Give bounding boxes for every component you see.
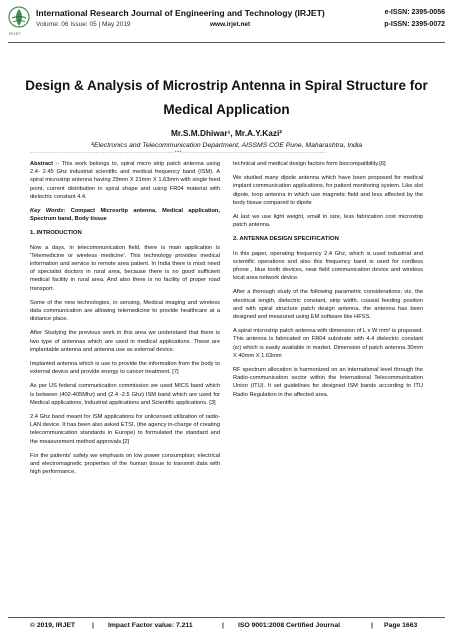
paragraph: In this paper, operating frequency 2.4 Ghz, which is used industrial and scientific operations and also this frequency band is used for cordless phone , blue tooth devices, near field communication device and wireless local area network device. xyxy=(233,250,423,282)
section-heading-introduction: 1. INTRODUCTION xyxy=(30,230,82,237)
section-separator: ------------------------------------------------------------***------------------------------------------------------------ xyxy=(30,150,327,155)
footer-page-number: Page 1663 xyxy=(384,622,418,629)
footer-divider xyxy=(8,617,445,618)
authors: Mr.S.M.Dhiwar¹, Mr.A.Y.Kazi² xyxy=(170,128,283,138)
left-column xyxy=(30,160,220,483)
paragraph: Implanted antenna which is use to provide the information from the body to external device and provide energy to cancer treatment. [7] xyxy=(30,361,220,376)
paragraph: We studied many dipole antenna which have been proposed for medical implant communication applications, for patient monitoring system. Like slot dipole, loop antenna in which use magnetic field and less affected by the body tissue compared to dipole xyxy=(233,175,423,206)
journal-name: International Research Journal of Engineering and Technology (IRJET) xyxy=(36,8,325,18)
affiliation: ¹ʲElectronics and Telecommunication Department, AISSMS COE Pune, Maharashtra, India xyxy=(90,142,363,149)
paragraph: As per US federal communication commission we used MICS band which is between (402-405Mhz) and (2.4 -2.5 Ghz) ISM band which are used for Medical applications, Industrial applications and Scientific applications. [3] xyxy=(30,383,220,406)
paragraph: technical and medical design factors form biocompatibility.[6] xyxy=(233,161,386,167)
paragraph: RF spectrum allocation is harmonized on an international level through the Radio-communication sector within the International Telecommunication Union (ITU). It set guidelines for designed ISM bands according to ITU Radio Regulation in the affected area. xyxy=(233,367,423,398)
paragraph: At last we use light weight, small in size, less fabrication cost microstrip patch antenna. xyxy=(233,214,423,229)
paper-title xyxy=(20,74,433,122)
paragraph: After Studying the previous work in this area we understand that there is two type of antennas which are used in medical applications. These are implantable antenna and antenna use as external device. xyxy=(30,330,220,353)
logo-text: IRJET xyxy=(9,31,22,36)
paragraph: Now a days, in telecommunication field, there is main application is 'Telemedicine or wireless medicine'. This technology provides medical information and service to remote area patient. In India there is most need of specialist doctors in rural area, because there is no good sufficient medical facility in rural area. And also there is no facility of proper road transport. xyxy=(30,244,220,292)
keywords-text: : Compact Microsrtip antenna, Medical application, Spectrum band, Body tissue xyxy=(30,208,220,223)
section-heading-antenna-design: 2. ANTENNA DESIGN SPECIFICATION xyxy=(233,236,339,243)
title-line-1: Design & Analysis of Microstrip Antenna in Spiral Structure for xyxy=(25,78,428,93)
paragraph: A spiral microstrip patch antenna with dimension of L x W mm² is proposed. This antenna is fabricated on FR04 substrate with 4.4 dielectric constant (εr) which is easily available in market. Dimension of patch antenna 30mm X 40mm X 1.63mm xyxy=(233,328,423,359)
paragraph: Some of the new technologies, in sensing, Medical imaging and wireless data communication are allowing telemedicine to provide healthcare at a distance place. xyxy=(30,299,220,323)
footer-iso: ISO 9001:2008 Certified Journal xyxy=(238,622,340,629)
footer-separator: | xyxy=(222,622,224,629)
paragraph: For the patients' safety we emphasis on low power consumption; electrical and electromagnetic properties of the human tissue to transmit data with high performance, xyxy=(30,452,220,476)
title-line-2: Medical Application xyxy=(163,102,290,117)
paragraph: After a thorough study of the following parametric considerations; viz, the electrical length, dielectric constant, strip width, coaxial feeding position and with spiral structure patch design antenna. the antenna has been designed and measured using EM software like HFSS. xyxy=(233,289,423,321)
paragraph: 2.4 Ghz band meant for ISM applications for unlicensed utilization of radio-LAN device. It has been also asked ETSI, (the agency in-charge of creating telecommunication standards in Europe) to formulated the standard and the measurement method approvals.[2] xyxy=(30,414,220,445)
keywords xyxy=(30,207,220,223)
keywords-label: Key Words xyxy=(30,208,64,215)
abstract-label: Abstract xyxy=(30,161,54,167)
footer-impact-factor: Impact Factor value: 7.211 xyxy=(108,622,193,629)
irjet-logo-icon xyxy=(8,6,30,32)
header-divider xyxy=(8,42,445,43)
footer-separator: | xyxy=(371,622,373,629)
footer-separator: | xyxy=(92,622,94,629)
eissn: e-ISSN: 2395-0056 xyxy=(384,9,445,16)
pissn: p-ISSN: 2395-0072 xyxy=(384,21,445,28)
website-link[interactable]: www.irjet.net xyxy=(210,21,251,28)
abstract xyxy=(30,160,220,201)
page-header xyxy=(8,6,445,40)
abstract-text: :- This work belongs to, spiral micro strip patch antenna using 2.4- 2.45 Ghz industrial scientific and medical frequency band (ISM). A spiral microstrip antenna having 29mm X 21mm X 1.63mm with single feed point, current distribution in spiral shape and using FR04 material with dielectric constant 4.4. xyxy=(30,161,220,200)
volume-line: Volume: 06 Issue: 05 | May 2019 xyxy=(36,21,131,28)
footer-copyright: © 2019, IRJET xyxy=(30,622,76,629)
right-column xyxy=(233,160,423,405)
